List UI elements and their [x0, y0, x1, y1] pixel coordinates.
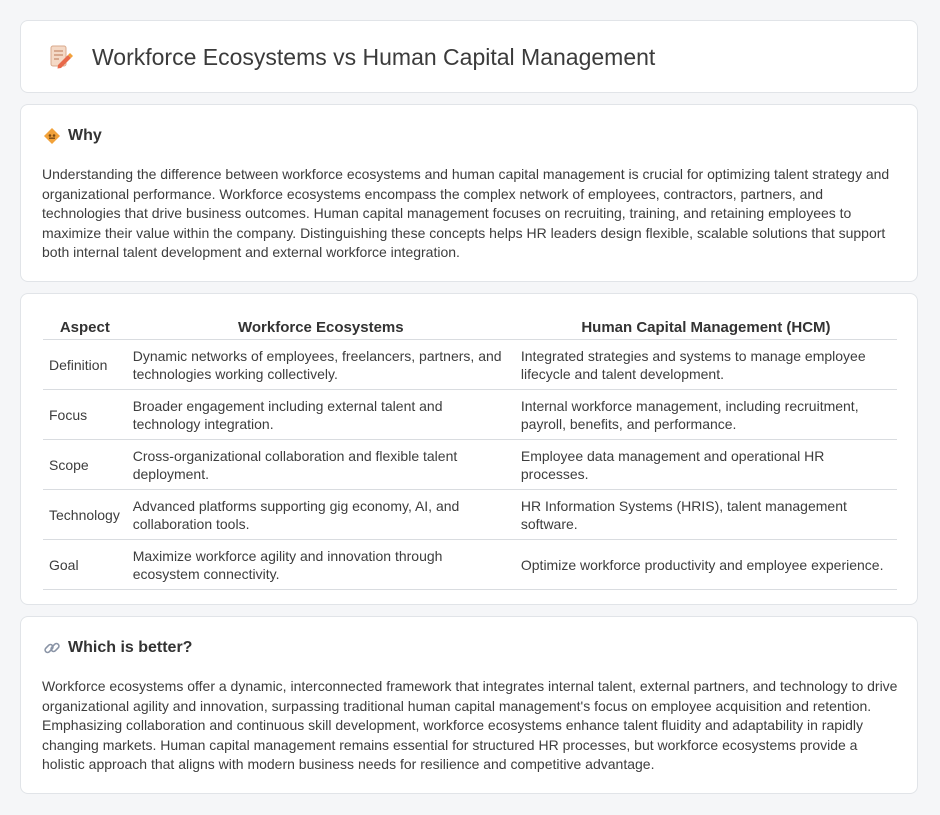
table-row [43, 390, 897, 440]
row-aspect: Focus [43, 390, 127, 440]
title-row [46, 43, 655, 71]
row-workforce-ecosystems: Advanced platforms supporting gig economy, AI, and collaboration tools. [127, 490, 515, 540]
row-workforce-ecosystems: Maximize workforce agility and innovation through ecosystem connectivity. [127, 540, 515, 590]
table-row [43, 340, 897, 390]
better-heading: Which is better? [68, 639, 193, 656]
page-title: Workforce Ecosystems vs Human Capital Management [92, 44, 656, 70]
comparison-card [20, 293, 918, 605]
row-hcm: Internal workforce management, including recruitment, payroll, benefits, and performance. [515, 390, 897, 440]
header-aspect: Aspect [43, 314, 127, 340]
row-workforce-ecosystems: Cross-organizational collaboration and flexible talent deployment. [127, 440, 515, 490]
why-text: Understanding the difference between workforce ecosystems and human capital management is crucial for optimizing talent strategy and organizational performance. Workforce ecosystems encompass the complex network of employees, contractors, partners, and technologies that drive business outcomes. Human capital management focuses on recruiting, training, and retaining employees to maximize their value within the company. Distinguishing these concepts helps HR leaders design flexible, scalable solutions that support both internal talent development and external workforce integration. [42, 166, 890, 260]
diamond-icon [43, 127, 61, 145]
header-workforce-ecosystems: Workforce Ecosystems [127, 314, 515, 340]
title-card [20, 20, 918, 93]
table-row [43, 490, 897, 540]
comparison-table [43, 314, 897, 590]
document-pen-icon [46, 43, 74, 71]
header-hcm: Human Capital Management (HCM) [515, 314, 897, 340]
why-heading: Why [68, 127, 102, 144]
row-aspect: Technology [43, 490, 127, 540]
table-row [43, 440, 897, 490]
row-hcm: Optimize workforce productivity and employee experience. [515, 540, 897, 590]
why-card [20, 104, 918, 282]
row-aspect: Scope [43, 440, 127, 490]
row-hcm: Employee data management and operational HR processes. [515, 440, 897, 490]
row-aspect: Definition [43, 340, 127, 390]
row-workforce-ecosystems: Broader engagement including external talent and technology integration. [127, 390, 515, 440]
link-icon [43, 639, 61, 657]
why-heading-row [43, 127, 102, 145]
table-row [43, 540, 897, 590]
which-is-better-card [20, 616, 918, 794]
better-heading-row [43, 639, 192, 657]
table-header-row [43, 314, 897, 340]
row-aspect: Goal [43, 540, 127, 590]
row-hcm: HR Information Systems (HRIS), talent management software. [515, 490, 897, 540]
better-text: Workforce ecosystems offer a dynamic, interconnected framework that integrates internal talent, external partners, and technology to drive organizational agility and innovation, surpassing traditional human capital management's focus on employee acquisition and retention. Emphasizing collaboration and continuous skill development, workforce ecosystems enhance talent fluidity and adaptability in rapidly changing markets. Human capital management remains essential for structured HR processes, but workforce ecosystems provide a holistic approach that aligns with modern business needs for resilience and competitive advantage. [42, 678, 898, 772]
row-workforce-ecosystems: Dynamic networks of employees, freelancers, partners, and technologies working collectively. [127, 340, 515, 390]
row-hcm: Integrated strategies and systems to manage employee lifecycle and talent development. [515, 340, 897, 390]
